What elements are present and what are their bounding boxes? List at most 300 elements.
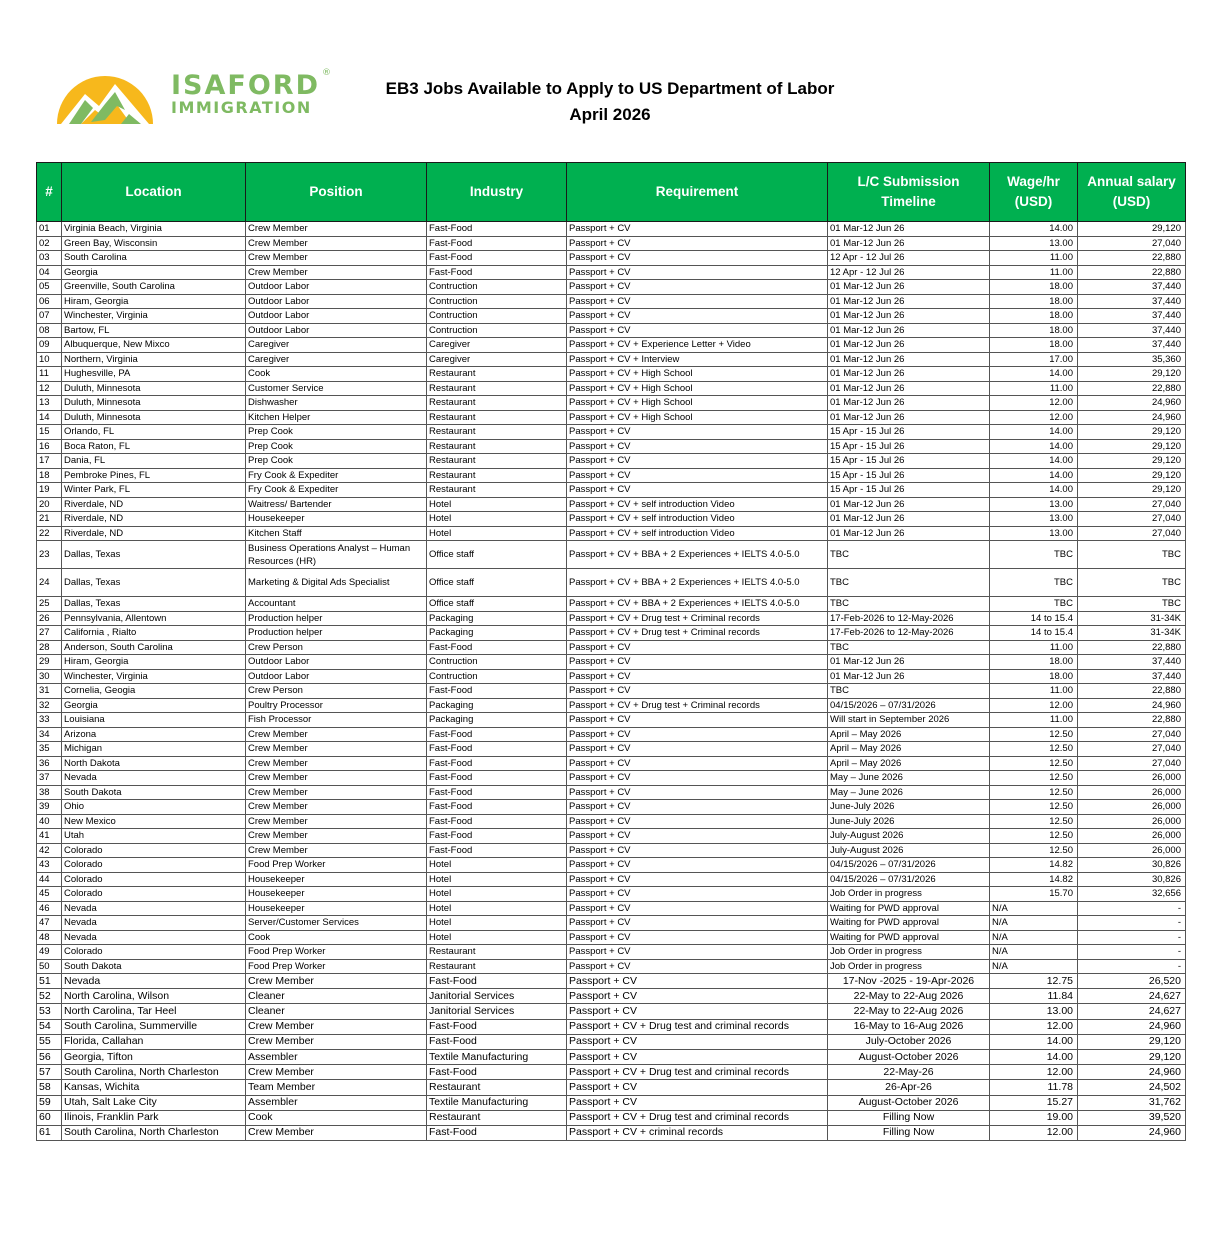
position-cell: Fry Cook & Expediter — [246, 483, 427, 498]
salary-cell: 37,440 — [1078, 338, 1186, 353]
location-cell: Michigan — [62, 742, 246, 757]
requirement-cell: Passport + CV + Drug test + Criminal records — [567, 698, 828, 713]
location-cell: Green Bay, Wisconsin — [62, 236, 246, 251]
header-wage: Wage/hr (USD) — [990, 163, 1078, 222]
row-number: 37 — [37, 771, 62, 786]
row-number: 47 — [37, 916, 62, 931]
timeline-cell: Job Order in progress — [828, 945, 990, 960]
industry-cell: Contruction — [427, 669, 567, 684]
industry-cell: Fast-Food — [427, 785, 567, 800]
salary-cell: 37,440 — [1078, 280, 1186, 295]
row-number: 38 — [37, 785, 62, 800]
salary-cell: 29,120 — [1078, 367, 1186, 382]
wage-cell: 12.50 — [990, 814, 1078, 829]
table-row — [37, 1065, 1186, 1080]
position-cell: Crew Member — [246, 236, 427, 251]
wage-cell: 13.00 — [990, 512, 1078, 527]
header-number: # — [37, 163, 62, 222]
location-cell: Hiram, Georgia — [62, 294, 246, 309]
location-cell: Dallas, Texas — [62, 569, 246, 597]
industry-cell: Fast-Food — [427, 1019, 567, 1034]
wage-cell: 18.00 — [990, 655, 1078, 670]
industry-cell: Contruction — [427, 294, 567, 309]
requirement-cell: Passport + CV + High School — [567, 381, 828, 396]
wage-cell: 18.00 — [990, 280, 1078, 295]
requirement-cell: Passport + CV — [567, 814, 828, 829]
wage-cell: 11.00 — [990, 684, 1078, 699]
table-row — [37, 381, 1186, 396]
timeline-cell: TBC — [828, 597, 990, 612]
row-number: 07 — [37, 309, 62, 324]
salary-cell: 24,960 — [1078, 1125, 1186, 1140]
row-number: 43 — [37, 858, 62, 873]
salary-cell: 30,826 — [1078, 872, 1186, 887]
location-cell: Riverdale, ND — [62, 497, 246, 512]
requirement-cell: Passport + CV — [567, 1095, 828, 1110]
row-number: 21 — [37, 512, 62, 527]
salary-cell: 29,120 — [1078, 439, 1186, 454]
industry-cell: Hotel — [427, 512, 567, 527]
timeline-cell: 17-Nov -2025 - 19-Apr-2026 — [828, 974, 990, 989]
salary-cell: - — [1078, 930, 1186, 945]
position-cell: Crew Member — [246, 742, 427, 757]
table-row — [37, 396, 1186, 411]
wage-cell: 14.00 — [990, 483, 1078, 498]
position-cell: Kitchen Staff — [246, 526, 427, 541]
row-number: 11 — [37, 367, 62, 382]
salary-cell: 37,440 — [1078, 655, 1186, 670]
industry-cell: Contruction — [427, 309, 567, 324]
salary-cell: 26,000 — [1078, 829, 1186, 844]
table-row — [37, 887, 1186, 902]
industry-cell: Fast-Food — [427, 974, 567, 989]
salary-cell: 26,520 — [1078, 974, 1186, 989]
requirement-cell: Passport + CV + High School — [567, 396, 828, 411]
requirement-cell: Passport + CV — [567, 858, 828, 873]
position-cell: Crew Member — [246, 800, 427, 815]
salary-cell: 24,960 — [1078, 698, 1186, 713]
wage-cell: 12.50 — [990, 800, 1078, 815]
table-row — [37, 367, 1186, 382]
location-cell: Winchester, Virginia — [62, 669, 246, 684]
industry-cell: Fast-Food — [427, 727, 567, 742]
location-cell: South Dakota — [62, 959, 246, 974]
wage-cell: TBC — [990, 569, 1078, 597]
industry-cell: Restaurant — [427, 454, 567, 469]
salary-cell: 22,880 — [1078, 640, 1186, 655]
wage-cell: 12.00 — [990, 1125, 1078, 1140]
row-number: 26 — [37, 611, 62, 626]
wage-cell: 14.00 — [990, 367, 1078, 382]
timeline-cell: 16-May to 16-Aug 2026 — [828, 1019, 990, 1034]
position-cell: Server/Customer Services — [246, 916, 427, 931]
location-cell: Winter Park, FL — [62, 483, 246, 498]
industry-cell: Restaurant — [427, 396, 567, 411]
salary-cell: 24,960 — [1078, 396, 1186, 411]
timeline-cell: TBC — [828, 684, 990, 699]
header-timeline: L/C Submission Timeline — [828, 163, 990, 222]
position-cell: Crew Member — [246, 756, 427, 771]
table-row — [37, 251, 1186, 266]
requirement-cell: Passport + CV + Drug test + Criminal records — [567, 611, 828, 626]
requirement-cell: Passport + CV + Drug test and criminal records — [567, 1065, 828, 1080]
salary-cell: 31,762 — [1078, 1095, 1186, 1110]
industry-cell: Fast-Food — [427, 756, 567, 771]
table-row — [37, 655, 1186, 670]
table-row — [37, 352, 1186, 367]
row-number: 52 — [37, 989, 62, 1004]
location-cell: Hughesville, PA — [62, 367, 246, 382]
header-requirement: Requirement — [567, 163, 828, 222]
table-row — [37, 669, 1186, 684]
requirement-cell: Passport + CV — [567, 1049, 828, 1064]
brand-text — [171, 68, 331, 117]
wage-cell: 14.00 — [990, 454, 1078, 469]
row-number: 23 — [37, 541, 62, 569]
table-row — [37, 1034, 1186, 1049]
wage-cell: 15.27 — [990, 1095, 1078, 1110]
position-cell: Cleaner — [246, 1004, 427, 1019]
location-cell: South Carolina — [62, 251, 246, 266]
location-cell: Hiram, Georgia — [62, 655, 246, 670]
location-cell: California , Rialto — [62, 626, 246, 641]
salary-cell: 29,120 — [1078, 1049, 1186, 1064]
industry-cell: Caregiver — [427, 352, 567, 367]
table-row — [37, 439, 1186, 454]
table-row — [37, 1095, 1186, 1110]
position-cell: Dishwasher — [246, 396, 427, 411]
table-row — [37, 280, 1186, 295]
location-cell: North Carolina, Tar Heel — [62, 1004, 246, 1019]
requirement-cell: Passport + CV — [567, 323, 828, 338]
requirement-cell: Passport + CV + self introduction Video — [567, 526, 828, 541]
position-cell: Poultry Processor — [246, 698, 427, 713]
timeline-cell: April – May 2026 — [828, 756, 990, 771]
table-row — [37, 597, 1186, 612]
requirement-cell: Passport + CV + BBA + 2 Experiences + IELTS 4.0-5.0 — [567, 541, 828, 569]
salary-cell: 29,120 — [1078, 425, 1186, 440]
wage-cell: TBC — [990, 597, 1078, 612]
row-number: 45 — [37, 887, 62, 902]
isaford-logo — [55, 66, 335, 128]
timeline-cell: July-August 2026 — [828, 829, 990, 844]
wage-cell: N/A — [990, 959, 1078, 974]
salary-cell: 26,000 — [1078, 843, 1186, 858]
timeline-cell: August-October 2026 — [828, 1095, 990, 1110]
position-cell: Outdoor Labor — [246, 655, 427, 670]
timeline-cell: Waiting for PWD approval — [828, 916, 990, 931]
position-cell: Prep Cook — [246, 454, 427, 469]
requirement-cell: Passport + CV + Interview — [567, 352, 828, 367]
salary-cell: 27,040 — [1078, 742, 1186, 757]
industry-cell: Restaurant — [427, 959, 567, 974]
wage-cell: 14 to 15.4 — [990, 611, 1078, 626]
timeline-cell: 15 Apr - 15 Jul 26 — [828, 425, 990, 440]
timeline-cell: 01 Mar-12 Jun 26 — [828, 410, 990, 425]
location-cell: New Mexico — [62, 814, 246, 829]
salary-cell: 24,502 — [1078, 1080, 1186, 1095]
location-cell: South Dakota — [62, 785, 246, 800]
industry-cell: Restaurant — [427, 1080, 567, 1095]
requirement-cell: Passport + CV — [567, 468, 828, 483]
wage-cell: 12.50 — [990, 756, 1078, 771]
industry-cell: Hotel — [427, 872, 567, 887]
position-cell: Crew Person — [246, 684, 427, 699]
row-number: 04 — [37, 265, 62, 280]
timeline-cell: April – May 2026 — [828, 727, 990, 742]
timeline-cell: July-August 2026 — [828, 843, 990, 858]
position-cell: Accountant — [246, 597, 427, 612]
location-cell: Duluth, Minnesota — [62, 396, 246, 411]
requirement-cell: Passport + CV — [567, 454, 828, 469]
row-number: 08 — [37, 323, 62, 338]
row-number: 03 — [37, 251, 62, 266]
timeline-cell: Will start in September 2026 — [828, 713, 990, 728]
salary-cell: 37,440 — [1078, 323, 1186, 338]
row-number: 42 — [37, 843, 62, 858]
requirement-cell: Passport + CV — [567, 236, 828, 251]
industry-cell: Hotel — [427, 858, 567, 873]
requirement-cell: Passport + CV — [567, 655, 828, 670]
requirement-cell: Passport + CV + BBA + 2 Experiences + IELTS 4.0-5.0 — [567, 569, 828, 597]
timeline-cell: June-July 2026 — [828, 800, 990, 815]
position-cell: Cook — [246, 367, 427, 382]
requirement-cell: Passport + CV — [567, 309, 828, 324]
location-cell: Duluth, Minnesota — [62, 410, 246, 425]
location-cell: Greenville, South Carolina — [62, 280, 246, 295]
timeline-cell: 15 Apr - 15 Jul 26 — [828, 454, 990, 469]
row-number: 34 — [37, 727, 62, 742]
wage-cell: N/A — [990, 916, 1078, 931]
industry-cell: Fast-Food — [427, 236, 567, 251]
location-cell: Dallas, Texas — [62, 541, 246, 569]
position-cell: Food Prep Worker — [246, 945, 427, 960]
wage-cell: 13.00 — [990, 526, 1078, 541]
requirement-cell: Passport + CV — [567, 251, 828, 266]
salary-cell: 22,880 — [1078, 713, 1186, 728]
row-number: 05 — [37, 280, 62, 295]
wage-cell: 12.00 — [990, 1065, 1078, 1080]
table-row — [37, 989, 1186, 1004]
table-header-row — [37, 163, 1186, 222]
position-cell: Crew Member — [246, 843, 427, 858]
wage-cell: 12.75 — [990, 974, 1078, 989]
requirement-cell: Passport + CV — [567, 916, 828, 931]
requirement-cell: Passport + CV — [567, 640, 828, 655]
row-number: 20 — [37, 497, 62, 512]
wage-cell: 11.00 — [990, 713, 1078, 728]
row-number: 14 — [37, 410, 62, 425]
row-number: 29 — [37, 655, 62, 670]
position-cell: Crew Person — [246, 640, 427, 655]
location-cell: South Carolina, North Charleston — [62, 1125, 246, 1140]
mountain-sun-icon — [55, 66, 155, 128]
row-number: 53 — [37, 1004, 62, 1019]
timeline-cell: TBC — [828, 569, 990, 597]
salary-cell: 27,040 — [1078, 727, 1186, 742]
timeline-cell: 15 Apr - 15 Jul 26 — [828, 483, 990, 498]
wage-cell: 18.00 — [990, 669, 1078, 684]
header-industry: Industry — [427, 163, 567, 222]
wage-cell: 14.00 — [990, 1049, 1078, 1064]
industry-cell: Textile Manufacturing — [427, 1095, 567, 1110]
wage-cell: 12.50 — [990, 829, 1078, 844]
salary-cell: 29,120 — [1078, 454, 1186, 469]
row-number: 09 — [37, 338, 62, 353]
row-number: 51 — [37, 974, 62, 989]
brand-line2: IMMIGRATION — [171, 98, 312, 117]
position-cell: Crew Member — [246, 785, 427, 800]
salary-cell: 39,520 — [1078, 1110, 1186, 1125]
wage-cell: 18.00 — [990, 309, 1078, 324]
position-cell: Crew Member — [246, 1065, 427, 1080]
row-number: 39 — [37, 800, 62, 815]
table-row — [37, 959, 1186, 974]
industry-cell: Hotel — [427, 901, 567, 916]
position-cell: Cleaner — [246, 989, 427, 1004]
industry-cell: Fast-Food — [427, 640, 567, 655]
requirement-cell: Passport + CV — [567, 483, 828, 498]
row-number: 13 — [37, 396, 62, 411]
position-cell: Crew Member — [246, 771, 427, 786]
timeline-cell: Filling Now — [828, 1125, 990, 1140]
row-number: 27 — [37, 626, 62, 641]
wage-cell: 14.00 — [990, 439, 1078, 454]
requirement-cell: Passport + CV — [567, 222, 828, 237]
position-cell: Waitress/ Bartender — [246, 497, 427, 512]
requirement-cell: Passport + CV — [567, 800, 828, 815]
timeline-cell: July-October 2026 — [828, 1034, 990, 1049]
timeline-cell: June-July 2026 — [828, 814, 990, 829]
salary-cell: 32,656 — [1078, 887, 1186, 902]
position-cell: Crew Member — [246, 974, 427, 989]
table-row — [37, 468, 1186, 483]
industry-cell: Contruction — [427, 323, 567, 338]
requirement-cell: Passport + CV — [567, 974, 828, 989]
salary-cell: - — [1078, 945, 1186, 960]
location-cell: Virginia Beach, Virginia — [62, 222, 246, 237]
location-cell: Pennsylvania, Allentown — [62, 611, 246, 626]
requirement-cell: Passport + CV + High School — [567, 410, 828, 425]
row-number: 40 — [37, 814, 62, 829]
position-cell: Outdoor Labor — [246, 309, 427, 324]
row-number: 46 — [37, 901, 62, 916]
industry-cell: Office staff — [427, 541, 567, 569]
table-row — [37, 265, 1186, 280]
table-row — [37, 454, 1186, 469]
title-line2: April 2026 — [569, 105, 651, 124]
wage-cell: 11.00 — [990, 265, 1078, 280]
timeline-cell: Job Order in progress — [828, 959, 990, 974]
wage-cell: 12.50 — [990, 742, 1078, 757]
row-number: 01 — [37, 222, 62, 237]
timeline-cell: 22-May to 22-Aug 2026 — [828, 989, 990, 1004]
table-row — [37, 323, 1186, 338]
row-number: 58 — [37, 1080, 62, 1095]
industry-cell: Hotel — [427, 497, 567, 512]
requirement-cell: Passport + CV — [567, 1080, 828, 1095]
position-cell: Housekeeper — [246, 872, 427, 887]
row-number: 16 — [37, 439, 62, 454]
requirement-cell: Passport + CV — [567, 280, 828, 295]
wage-cell: 11.00 — [990, 381, 1078, 396]
row-number: 50 — [37, 959, 62, 974]
industry-cell: Restaurant — [427, 425, 567, 440]
salary-cell: TBC — [1078, 597, 1186, 612]
timeline-cell: Job Order in progress — [828, 887, 990, 902]
location-cell: Nevada — [62, 901, 246, 916]
row-number: 18 — [37, 468, 62, 483]
industry-cell: Restaurant — [427, 367, 567, 382]
location-cell: Louisiana — [62, 713, 246, 728]
salary-cell: 27,040 — [1078, 236, 1186, 251]
salary-cell: TBC — [1078, 541, 1186, 569]
requirement-cell: Passport + CV — [567, 945, 828, 960]
table-row — [37, 771, 1186, 786]
location-cell: Florida, Callahan — [62, 1034, 246, 1049]
wage-cell: 17.00 — [990, 352, 1078, 367]
requirement-cell: Passport + CV + criminal records — [567, 1125, 828, 1140]
location-cell: Georgia — [62, 698, 246, 713]
location-cell: Northern, Virginia — [62, 352, 246, 367]
requirement-cell: Passport + CV — [567, 843, 828, 858]
timeline-cell: 12 Apr - 12 Jul 26 — [828, 251, 990, 266]
location-cell: Colorado — [62, 945, 246, 960]
location-cell: Arizona — [62, 727, 246, 742]
timeline-cell: 01 Mar-12 Jun 26 — [828, 367, 990, 382]
industry-cell: Packaging — [427, 626, 567, 641]
position-cell: Outdoor Labor — [246, 669, 427, 684]
requirement-cell: Passport + CV — [567, 887, 828, 902]
wage-cell: 13.00 — [990, 497, 1078, 512]
table-row — [37, 1080, 1186, 1095]
row-number: 33 — [37, 713, 62, 728]
position-cell: Production helper — [246, 611, 427, 626]
position-cell: Production helper — [246, 626, 427, 641]
position-cell: Housekeeper — [246, 901, 427, 916]
industry-cell: Office staff — [427, 597, 567, 612]
industry-cell: Hotel — [427, 930, 567, 945]
salary-cell: 29,120 — [1078, 1034, 1186, 1049]
timeline-cell: 22-May-26 — [828, 1065, 990, 1080]
row-number: 32 — [37, 698, 62, 713]
requirement-cell: Passport + CV — [567, 439, 828, 454]
table-row — [37, 843, 1186, 858]
position-cell: Crew Member — [246, 1019, 427, 1034]
industry-cell: Restaurant — [427, 381, 567, 396]
table-row — [37, 901, 1186, 916]
timeline-cell: 01 Mar-12 Jun 26 — [828, 222, 990, 237]
table-row — [37, 626, 1186, 641]
wage-cell: 12.50 — [990, 727, 1078, 742]
brand-line1: ISAFORD — [171, 70, 320, 101]
industry-cell: Fast-Food — [427, 742, 567, 757]
timeline-cell: Waiting for PWD approval — [828, 901, 990, 916]
location-cell: North Carolina, Wilson — [62, 989, 246, 1004]
salary-cell: - — [1078, 916, 1186, 931]
row-number: 10 — [37, 352, 62, 367]
table-row — [37, 309, 1186, 324]
salary-cell: 27,040 — [1078, 512, 1186, 527]
row-number: 30 — [37, 669, 62, 684]
row-number: 59 — [37, 1095, 62, 1110]
position-cell: Team Member — [246, 1080, 427, 1095]
table-row — [37, 512, 1186, 527]
requirement-cell: Passport + CV + Drug test and criminal records — [567, 1019, 828, 1034]
wage-cell: 14.00 — [990, 425, 1078, 440]
salary-cell: 24,960 — [1078, 1065, 1186, 1080]
location-cell: Nevada — [62, 974, 246, 989]
